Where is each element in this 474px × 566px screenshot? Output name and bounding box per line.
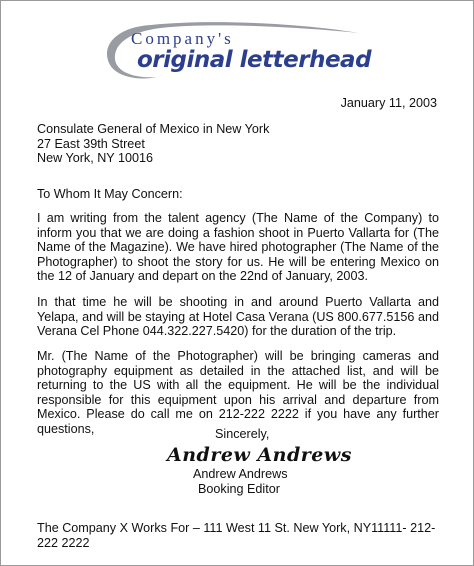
letterhead-logo xyxy=(99,21,389,81)
signer-name: Andrew Andrews xyxy=(193,467,288,481)
closing: Sincerely, xyxy=(215,427,270,441)
salutation: To Whom It May Concern: xyxy=(37,187,183,201)
letter-footer: The Company X Works For – 111 West 11 St. New York, NY11111- 212-222 2222 xyxy=(37,521,436,550)
letter-date: January 11, 2003 xyxy=(340,96,437,110)
paragraph-3: Mr. (The Name of the Photographer) will be bringing cameras and photography equipment as detailed in the attached list, and will be returning to the US with all the equipment. He will be the individual responsible for this equipment upon his arrival and departure from Mexico. Please do call me on 212-222 2222 if you have any further questions, xyxy=(37,349,439,436)
recipient-line-3: New York, NY 10016 xyxy=(37,151,153,166)
recipient-line-2: 27 East 39th Street xyxy=(37,136,145,151)
paragraph-1: I am writing from the talent agency (The Name of the Company) to inform you that we are doing a fashion shoot in Puerto Vallarta for (The Name of the Magazine). We have hired photographer (The Name of the Photographer) to shoot the story for us. He will be entering Mexico on the 12 of January and depart on the 22nd of January, 2003. xyxy=(37,211,439,284)
logo-company-text: Company's xyxy=(131,29,234,48)
recipient-line-1: Consulate General of Mexico in New York xyxy=(37,122,270,136)
signer-title: Booking Editor xyxy=(198,482,280,496)
handwritten-signature: Andrew Andrews xyxy=(167,444,352,466)
paragraph-2: In that time he will be shooting in and around Puerto Vallarta and Yelapa, and will be staying at Hotel Casa Verana (US 800.677.5156 and Verana Cel Phone 044.322.227.5420) for the duration of the trip. xyxy=(37,295,439,339)
logo-title-text: original letterhead xyxy=(137,47,372,73)
recipient-address xyxy=(37,122,269,166)
